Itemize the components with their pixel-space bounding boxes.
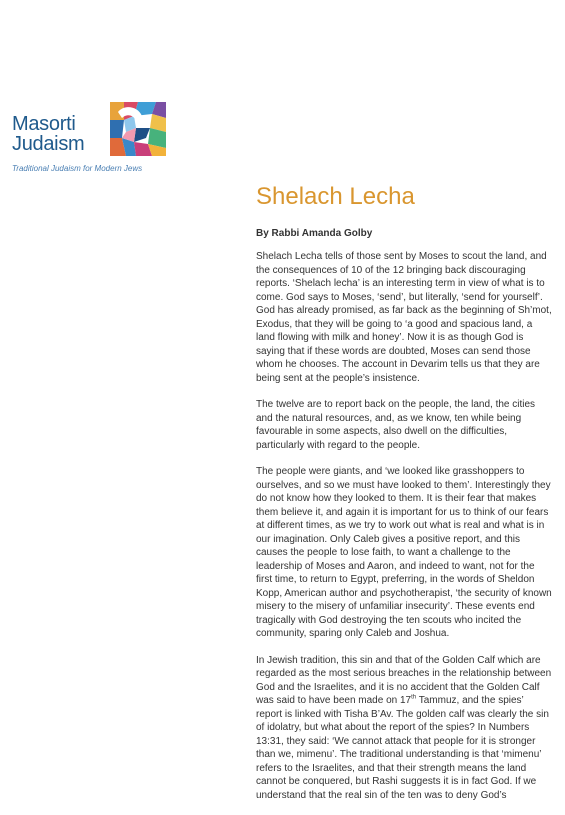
article-title: Shelach Lecha — [256, 183, 415, 210]
logo-line-2: Judaism — [12, 133, 85, 155]
article-body — [256, 250, 552, 815]
ordinal-suffix: th — [411, 694, 417, 701]
mosaic-logo-icon — [100, 98, 172, 162]
paragraph-4-part-1: In Jewish tradition, this sin and that of the Golden Calf which are regarded as the most serious breaches in the relationship between God and the Israelites, and it is no accident that the Golden Calf was said to have been made on 17 — [256, 654, 552, 706]
paragraph-4 — [256, 654, 552, 803]
paragraph-1: Shelach Lecha tells of those sent by Moses to scout the land, and the consequences of 10 of the 12 bringing back discouraging reports. ‘Shelach lecha’ is an interesting term in view of what is to come. God says to Moses, ‘send’, but literally, ‘send for yourself’. God has already promised, as far back as the beginning of Sh’mot, Exodus, that they will be going to ‘a good and spacious land, a land flowing with milk and honey’. Now it is as though God is saying that if these words are doubted, Moses can send those whom he chooses. The account in Devarim tells us that they are being sent at the people’s insistence. — [256, 251, 552, 384]
logo-line-1: Masorti — [12, 113, 76, 135]
logo-tagline: Traditional Judaism for Modern Jews — [12, 164, 143, 173]
article-byline: By Rabbi Amanda Golby — [256, 228, 373, 239]
paragraph-3: The people were giants, and ‘we looked like grasshoppers to ourselves, and so we must have looked to them’. Interestingly they do not know how they looked to them. It is their fear that makes them believe it, and again it is important for us to think of our fears at different times, as we try to work out what is real and what is in our imagination. Only Caleb gives a positive report, and this causes the people to lose faith, to want a challenge to the leadership of Moses and Aaron, and indeed to want, not for the first time, to return to Egypt, preferring, in the words of Sheldon Kopp, American author and psychotherapist, ‘the security of known misery to the misery of unfamiliar insecurity’. These events end tragically with God destroying the ten scouts who incited the community, sparing only Caleb and Joshua. — [256, 466, 552, 639]
paragraph-2: The twelve are to report back on the people, the land, the cities and the natural resources, and, as we know, ten while being favourable in some aspects, also dwell on the difficulties, particularly with regard to the people. — [256, 399, 536, 451]
logo-wordmark — [12, 114, 84, 154]
masorti-logo — [12, 98, 182, 178]
paragraph-4-part-2: Tammuz, and the spies’ report is linked with Tisha B’Av. The golden calf was clearly the sin of idolatry, but what about the report of the spies? In Numbers 13:31, they said: ‘We cannot attack that people for it is stronger than we, mimenu’. The traditional understanding is that ‘mimenu’ refers to the Israelites, and that their strength means the land cannot be conquered, but Rashi suggests it is in fact God. If we understand that the real sin of the ten was to deny God’s — [256, 695, 549, 801]
